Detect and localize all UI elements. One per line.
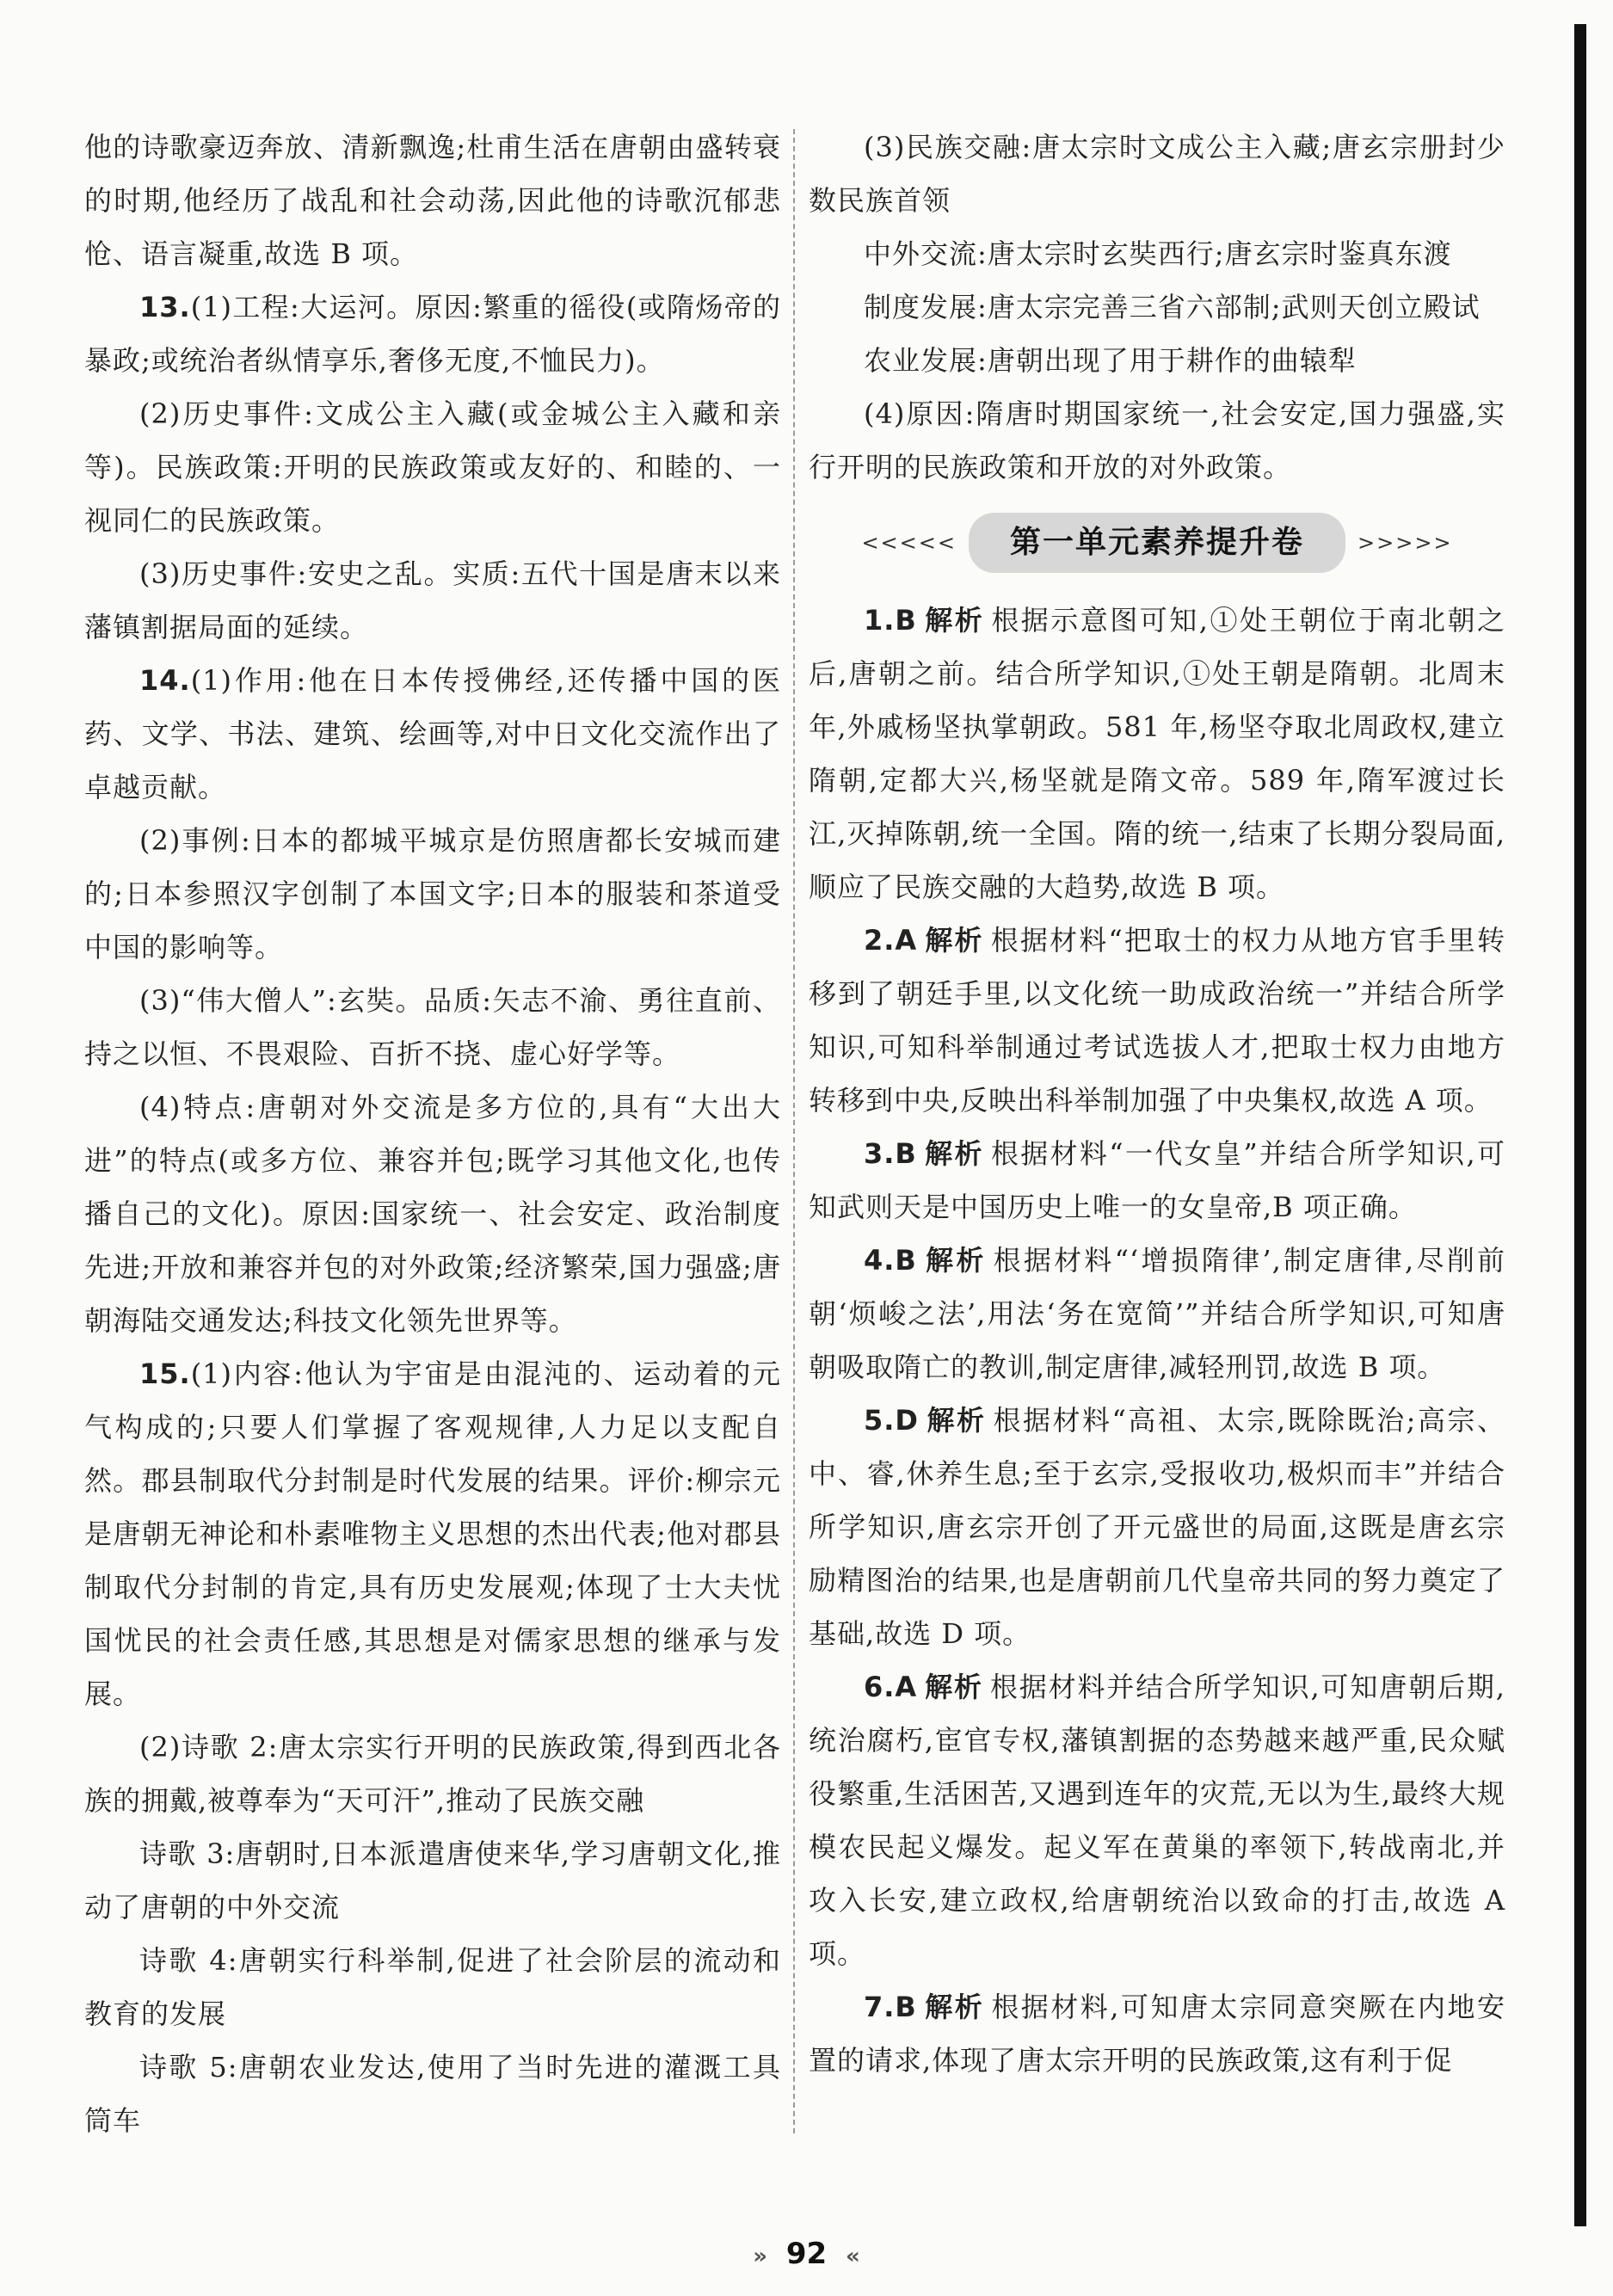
answer-14-part-2: (2)事例:日本的都城平城京是仿照唐都长安城而建的;日本参照汉字创制了本国文字;日本的服装和茶道受中国的影响等。 xyxy=(84,824,781,963)
answer-item: 3.B 解析 根据材料“一代女皇”并结合所学知识,可知武则天是中国历史上唯一的女皇帝,B 项正确。 xyxy=(809,1137,1505,1223)
answer-15-part-4: (4)原因:隋唐时期国家统一,社会安定,国力强盛,实行开明的民族政策和开放的对外政策。 xyxy=(809,397,1505,483)
banner-arrows-right: >>>>> xyxy=(1358,531,1453,555)
agricultural-development: 农业发展:唐朝出现了用于耕作的曲辕犁 xyxy=(864,344,1357,377)
poem-5-note: 诗歌 5:唐朝农业发达,使用了当时先进的灌溉工具筒车 xyxy=(84,2051,781,2137)
page-footer xyxy=(0,2237,1613,2271)
answer-13-part-3: (3)历史事件:安史之乱。实质:五代十国是唐末以来藩镇割据局面的延续。 xyxy=(84,557,781,643)
answer-item: 7.B 解析 根据材料,可知唐太宗同意突厥在内地安置的请求,体现了唐太宗开明的民族政策,这有利于促 xyxy=(809,1991,1505,2077)
poem-3-note: 诗歌 3:唐朝时,日本派遣唐使来华,学习唐朝文化,推动了唐朝的中外交流 xyxy=(84,1837,781,1924)
column-divider xyxy=(793,129,795,2133)
answer-15-part-1: 15.(1)内容:他认为宇宙是由混沌的、运动着的元气构成的;只要人们掌握了客观规律,人力足以支配自然。郡县制取代分封制是时代发展的结果。评价:柳宗元是唐朝无神论和朴素唯物主义思想的杰出代表;他对郡县制取代分封制的肯定,具有历史发展观;体现了士大夫忧国忧民的社会责任感,其思想是对儒家思想的继承与发展。 xyxy=(84,1357,781,1710)
chevron-right-icon: » xyxy=(753,2244,767,2269)
poem-4-note: 诗歌 4:唐朝实行科举制,促进了社会阶层的流动和教育的发展 xyxy=(84,1944,781,2030)
page-edge-bar xyxy=(1574,24,1586,2226)
answer-15-part-2: (2)诗歌 2:唐太宗实行开明的民族政策,得到西北各族的拥戴,被尊奉为“天可汗”,推动了民族交融 xyxy=(84,1731,781,1817)
institutional-development: 制度发展:唐太宗完善三省六部制;武则天创立殿试 xyxy=(864,291,1481,323)
chevron-left-icon: « xyxy=(846,2244,860,2269)
left-column xyxy=(84,120,781,2147)
answer-14-part-4: (4)特点:唐朝对外交流是多方位的,具有“大出大进”的特点(或多方位、兼容并包;既学习其他文化,也传播自己的文化)。原因:国家统一、社会安定、政治制度先进;开放和兼容并包的对外政策;经济繁荣,国力强盛;唐朝海陆交通发达;科技文化领先世界等。 xyxy=(84,1091,781,1337)
section-banner xyxy=(809,504,1505,582)
answer-15-part-3: (3)民族交融:唐太宗时文成公主入藏;唐玄宗册封少数民族首领 xyxy=(809,131,1505,217)
answer-item: 2.A 解析 根据材料“把取士的权力从地方官手里转移到了朝廷手里,以文化统一助成政治统一”并结合所学知识,可知科举制通过考试选拔人才,把取士权力由地方转移到中央,反映出科举制加强了中央集权,故选 A 项。 xyxy=(809,924,1505,1117)
section-title: 第一单元素养提升卷 xyxy=(969,513,1345,573)
answer-item: 1.B 解析 根据示意图可知,①处王朝位于南北朝之后,唐朝之前。结合所学知识,①处王朝是隋朝。北周末年,外戚杨坚执掌朝政。581 年,杨坚夺取北周政权,建立隋朝,定都大兴,杨坚就是隋文帝。589 年,隋军渡过长江,灭掉陈朝,统一全国。隋的统一,结束了长期分裂局面,顺应了民族交融的大趋势,故选 B 项。 xyxy=(809,604,1505,903)
right-column xyxy=(809,120,1505,2087)
answer-13-part-1: 13.(1)工程:大运河。原因:繁重的徭役(或隋炀帝的暴政;或统治者纵情享乐,奢侈无度,不恤民力)。 xyxy=(84,291,781,377)
answer-14-part-1: 14.(1)作用:他在日本传授佛经,还传播中国的医药、文学、书法、建筑、绘画等,对中日文化交流作出了卓越贡献。 xyxy=(84,664,781,803)
answer-14-part-3: (3)“伟大僧人”:玄奘。品质:矢志不渝、勇往直前、持之以恒、不畏艰险、百折不挠、虚心好学等。 xyxy=(84,984,781,1070)
page-number: 92 xyxy=(785,2237,828,2271)
answer-13-part-2: (2)历史事件:文成公主入藏(或金城公主入藏和亲等)。民族政策:开明的民族政策或友好的、和睦的、一视同仁的民族政策。 xyxy=(84,397,781,537)
answer-item: 5.D 解析 根据材料“高祖、太宗,既除既治;高宗、中、睿,休养生息;至于玄宗,受报收功,极炽而丰”并结合所学知识,唐玄宗开创了开元盛世的局面,这既是唐玄宗励精图治的结果,也是唐朝前几代皇帝共同的努力奠定了基础,故选 D 项。 xyxy=(809,1404,1505,1650)
answer-item: 6.A 解析 根据材料并结合所学知识,可知唐朝后期,统治腐朽,宦官专权,藩镇割据的态势越来越严重,民众赋役繁重,生活困苦,又遇到连年的灾荒,无以为生,最终大规模农民起义爆发。起义军在黄巢的率领下,转战南北,并攻入长安,建立政权,给唐朝统治以致命的打击,故选 A 项。 xyxy=(809,1671,1505,1970)
cultural-exchange: 中外交流:唐太宗时玄奘西行;唐玄宗时鉴真东渡 xyxy=(864,237,1452,270)
paragraph: 他的诗歌豪迈奔放、清新飘逸;杜甫生活在唐朝由盛转衰的时期,他经历了战乱和社会动荡,因此他的诗歌沉郁悲怆、语言凝重,故选 B 项。 xyxy=(84,131,781,270)
answer-item: 4.B 解析 根据材料“‘增损隋律’,制定唐律,尽削前朝‘烦峻之法’,用法‘务在宽简’”并结合所学知识,可知唐朝吸取隋亡的教训,制定唐律,减轻刑罚,故选 B 项。 xyxy=(809,1244,1505,1383)
banner-arrows-left: <<<<< xyxy=(861,531,957,555)
